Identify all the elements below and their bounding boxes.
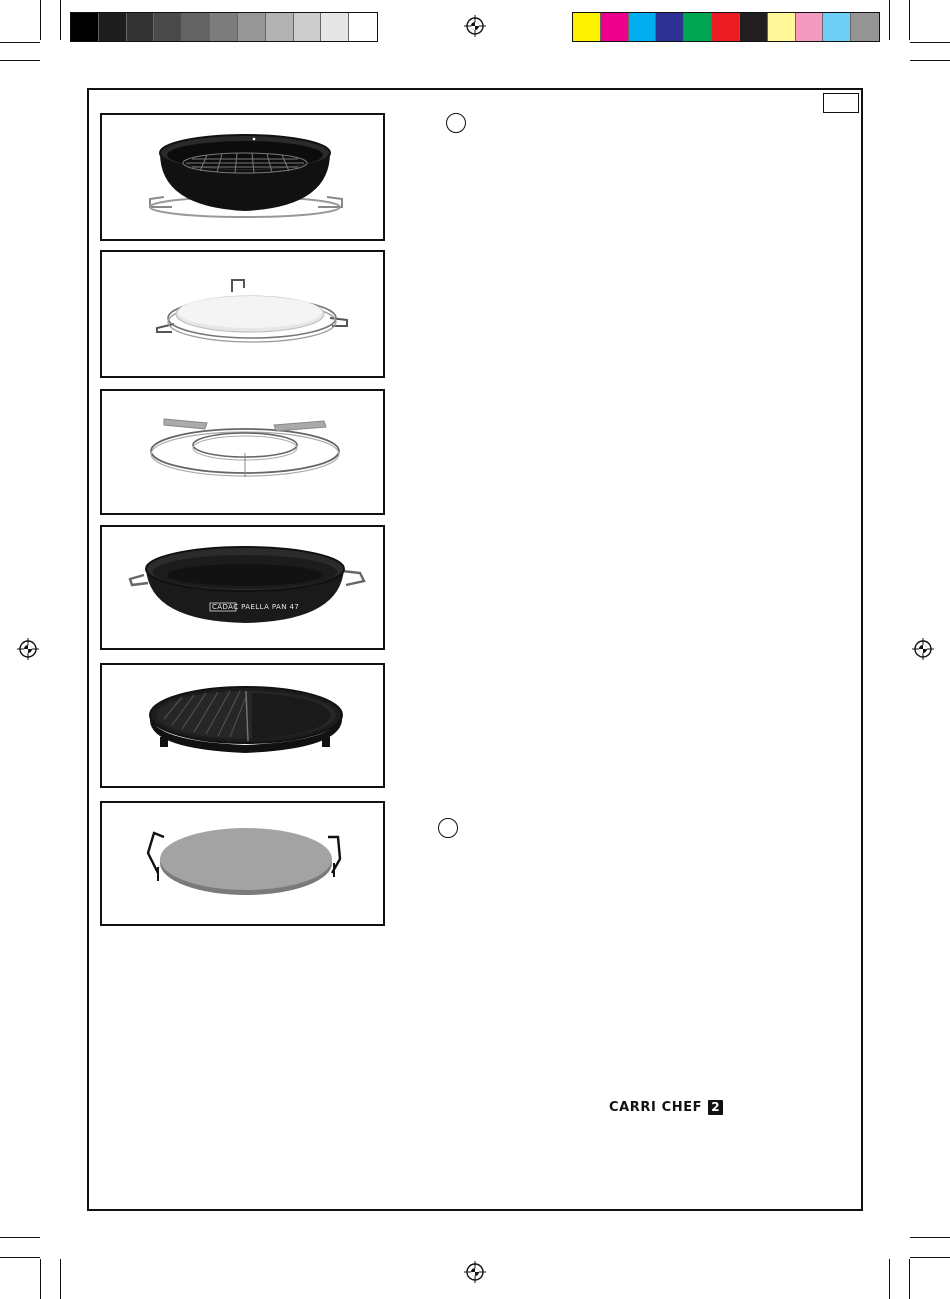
product-panel-pizza-stone bbox=[100, 801, 385, 926]
color-swatch bbox=[656, 13, 684, 41]
crop-mark bbox=[0, 42, 40, 43]
grill-plate-icon bbox=[102, 665, 383, 786]
color-swatch bbox=[768, 13, 796, 41]
grayscale-swatch bbox=[321, 13, 349, 41]
grayscale-swatch bbox=[238, 13, 266, 41]
color-swatch bbox=[796, 13, 824, 41]
crop-mark bbox=[889, 0, 890, 40]
grayscale-swatch bbox=[71, 13, 99, 41]
product-panel-support-ring bbox=[100, 389, 385, 515]
color-swatch bbox=[740, 13, 768, 41]
grayscale-swatch bbox=[154, 13, 182, 41]
brand-badge: 2 bbox=[708, 1100, 723, 1115]
page-number-box bbox=[823, 93, 859, 113]
color-swatch bbox=[851, 13, 879, 41]
crop-mark bbox=[40, 1259, 41, 1299]
brand-name: CARRI CHEF bbox=[609, 1099, 703, 1115]
registration-target-icon bbox=[17, 638, 39, 660]
color-swatch bbox=[601, 13, 629, 41]
color-swatch bbox=[712, 13, 740, 41]
crop-mark bbox=[0, 60, 40, 61]
registration-target-icon bbox=[464, 1261, 486, 1283]
color-bar bbox=[572, 12, 880, 42]
support-ring-icon bbox=[102, 391, 383, 513]
product-panel-grill-plate bbox=[100, 663, 385, 788]
crop-mark bbox=[910, 1237, 950, 1238]
grayscale-swatch bbox=[182, 13, 210, 41]
crop-mark bbox=[889, 1259, 890, 1299]
grayscale-swatch bbox=[127, 13, 155, 41]
product-panel-roaster bbox=[100, 113, 385, 241]
roaster-pan-icon bbox=[102, 115, 383, 239]
grayscale-swatch bbox=[349, 13, 377, 41]
product-panel-paella bbox=[100, 525, 385, 650]
section-marker-2 bbox=[438, 818, 458, 838]
paella-pan-icon bbox=[102, 527, 383, 648]
brand-logo bbox=[609, 1099, 723, 1115]
section-marker-1 bbox=[446, 113, 466, 133]
color-swatch bbox=[684, 13, 712, 41]
product-panel-stone-ring bbox=[100, 250, 385, 378]
paella-pan-label: CADAC PAELLA PAN 47 bbox=[212, 603, 300, 611]
grayscale-swatch bbox=[99, 13, 127, 41]
registration-target-icon bbox=[464, 15, 486, 37]
grayscale-swatch bbox=[294, 13, 322, 41]
color-swatch bbox=[823, 13, 851, 41]
color-swatch bbox=[629, 13, 657, 41]
crop-mark bbox=[0, 1257, 40, 1258]
grayscale-bar bbox=[70, 12, 378, 42]
grayscale-swatch bbox=[210, 13, 238, 41]
color-swatch bbox=[573, 13, 601, 41]
crop-mark bbox=[910, 42, 950, 43]
crop-mark bbox=[60, 1259, 61, 1299]
crop-mark bbox=[0, 1237, 40, 1238]
pizza-stone-icon bbox=[102, 803, 383, 924]
crop-mark bbox=[909, 0, 910, 40]
pizza-stone-ring-icon bbox=[102, 252, 383, 376]
crop-mark bbox=[60, 0, 61, 40]
grayscale-swatch bbox=[266, 13, 294, 41]
crop-mark bbox=[910, 60, 950, 61]
registration-target-icon bbox=[912, 638, 934, 660]
crop-mark bbox=[910, 1257, 950, 1258]
crop-mark bbox=[40, 0, 41, 40]
crop-mark bbox=[909, 1259, 910, 1299]
